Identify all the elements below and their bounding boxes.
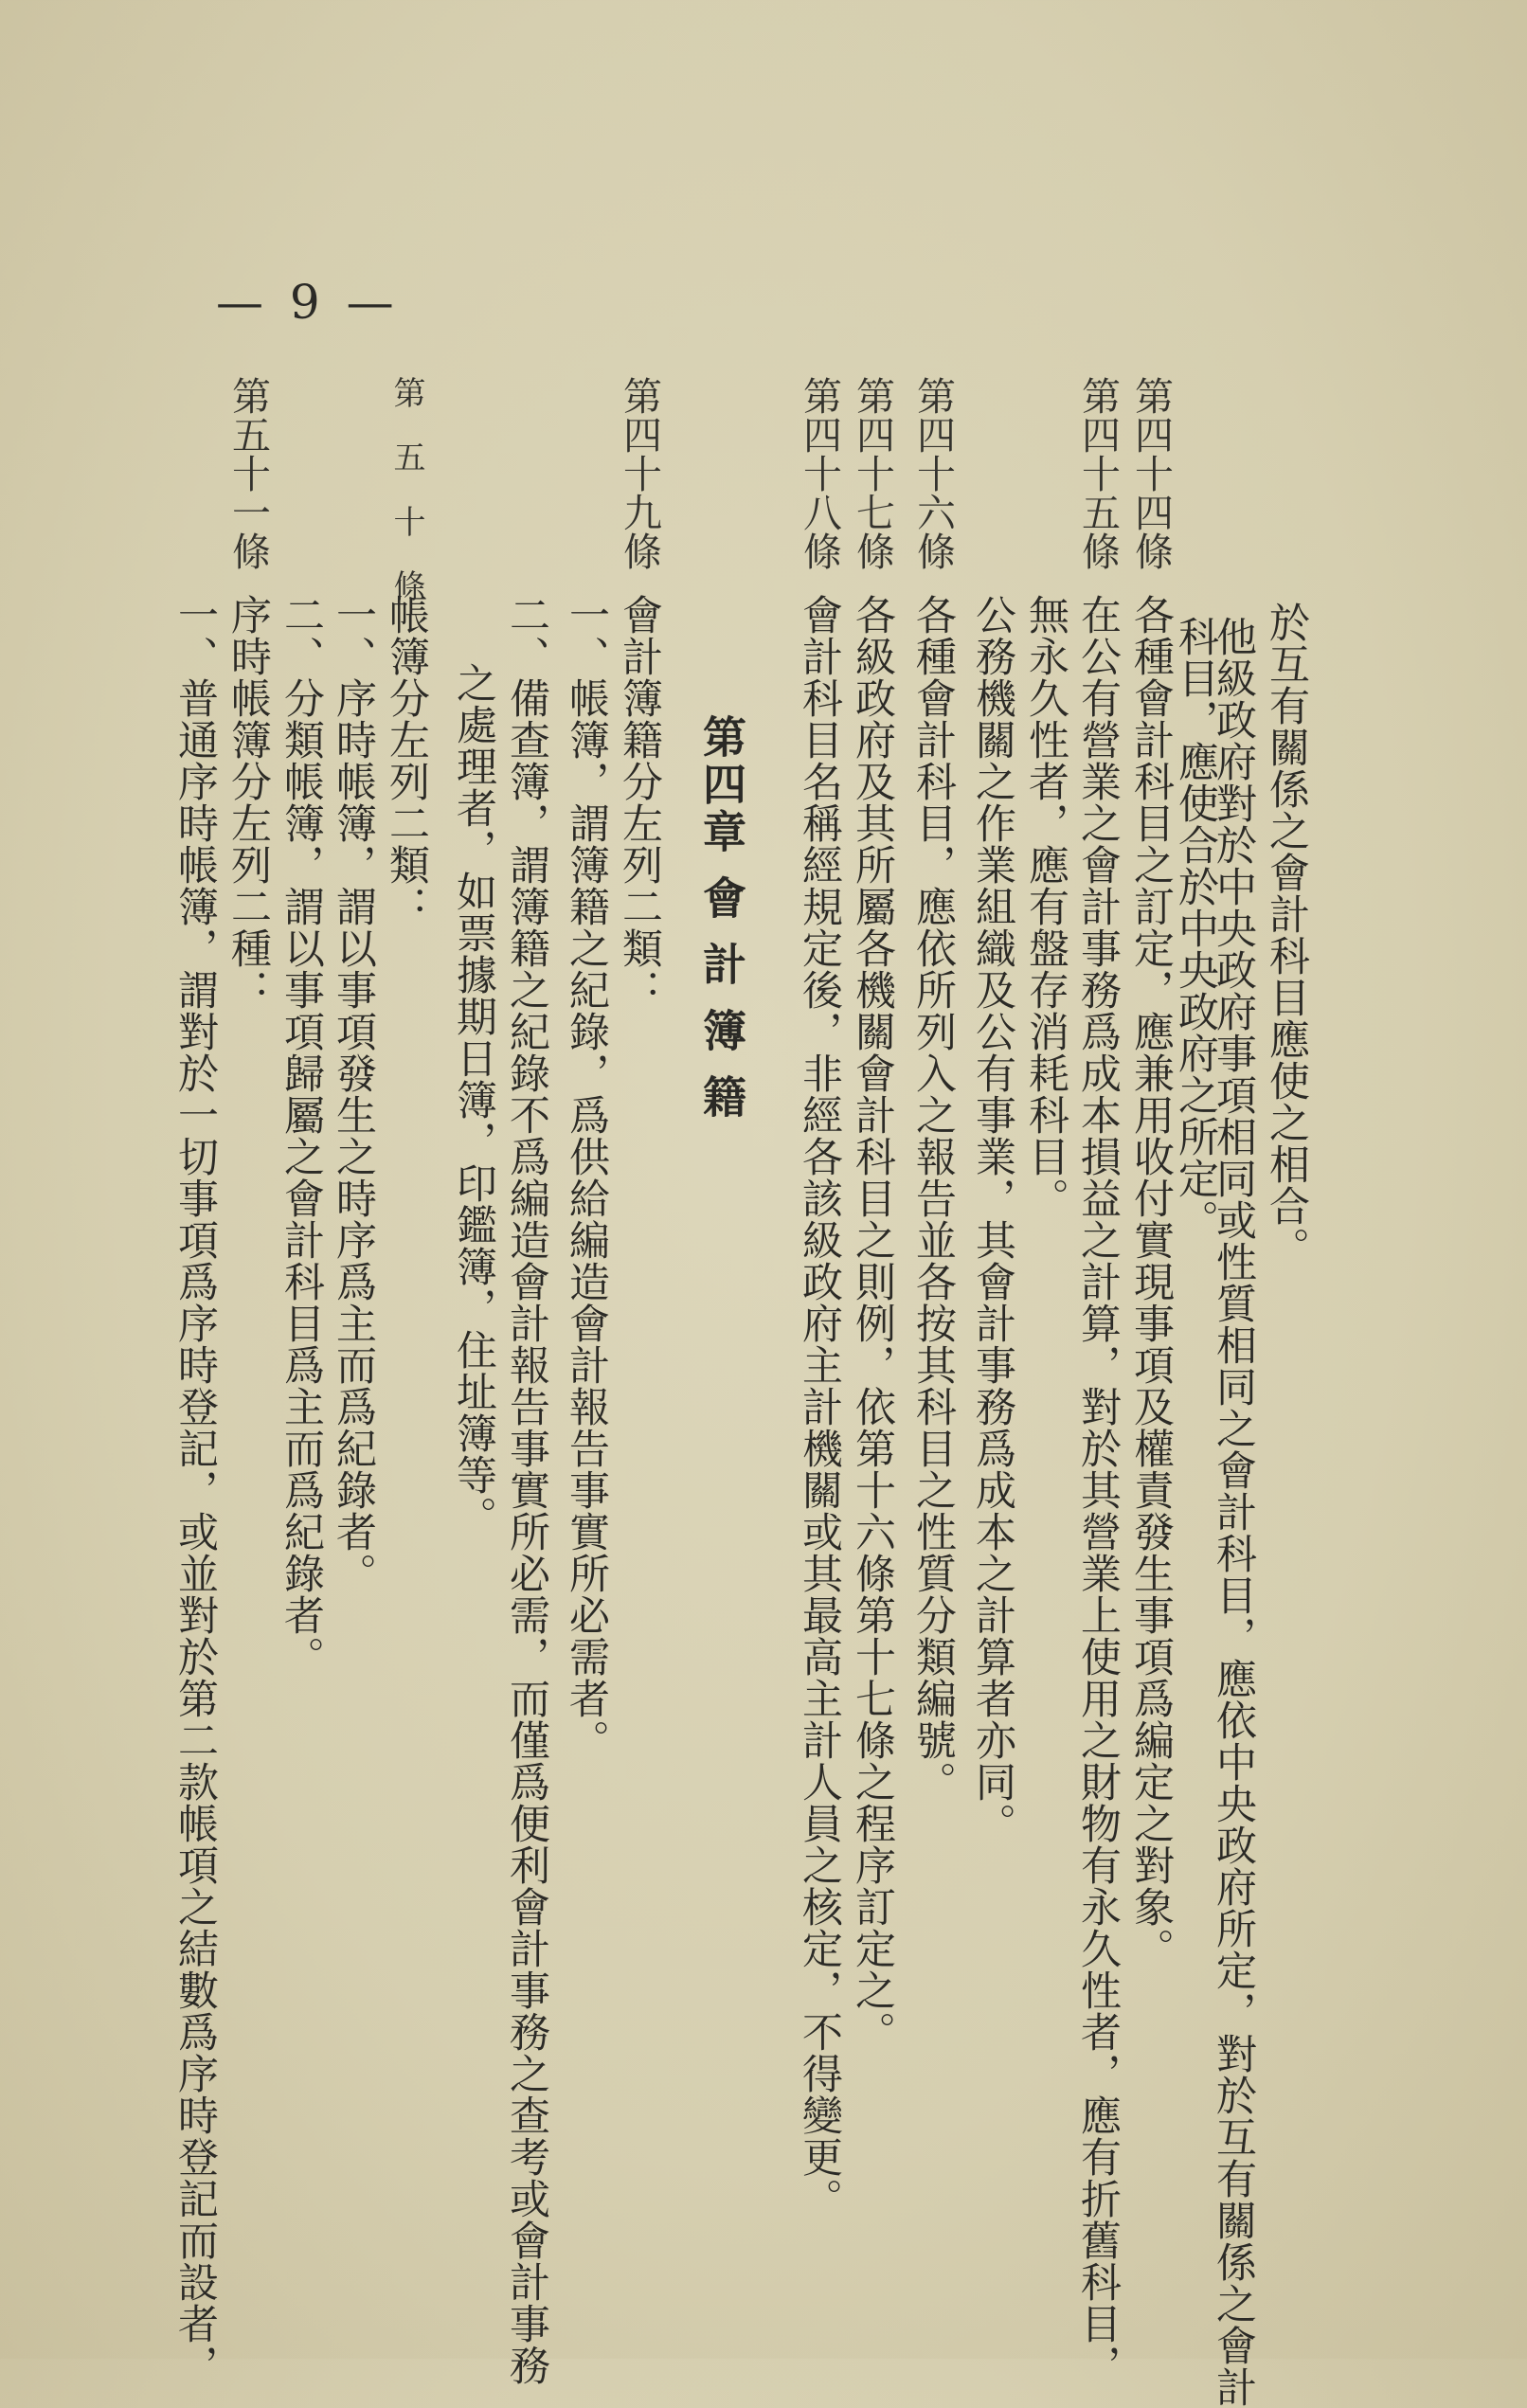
article-label: 第四十八條: [797, 376, 842, 570]
text-column: 科目，應使合於中央政府之所定。: [1172, 616, 1219, 1241]
list-item: 二、分類帳簿，謂以事項歸屬之會計科目爲主而爲紀錄者。: [278, 594, 325, 1678]
list-item: 一、序時帳簿，謂以事項發生之時序爲主而爲紀錄者。: [330, 594, 377, 1594]
article-label: 第五十一條: [225, 376, 271, 570]
text-column: 公務機關之作業組織及公有事業，其會計事務爲成本之計算者亦同。: [969, 594, 1016, 1844]
page-number: — 9 —: [216, 275, 400, 330]
list-item: 一、普通序時帳簿，謂對於一切事項爲序時登記，或並對於第二款帳項之結數爲序時登記而設者，: [171, 594, 219, 2386]
list-item: 一、帳簿，謂簿籍之紀錄，爲供給編造會計報告事實所必需者。: [563, 594, 610, 1761]
article-label: 第四十九條: [617, 376, 662, 570]
article-text: 帳簿分左列二類：: [383, 594, 430, 927]
article-text: 在公有營業之會計事務爲成本損益之計算，對於其營業上使用之財物有永久性者，應有折舊科目，: [1074, 594, 1122, 2386]
text-column: 他級政府對於中央政府事項相同或性質相同之會計科目，應依中央政府所定，對於互有關係之會計: [1210, 616, 1257, 2408]
article-text: 各種會計科目之訂定，應兼用收付實現事項及權責發生事項爲編定之對象。: [1127, 594, 1175, 1969]
article-label: 第四十四條: [1128, 376, 1174, 570]
chapter-heading: 第四章 會 計 簿 籍: [696, 714, 747, 1123]
article-text: 會計簿籍分左列二類：: [616, 594, 663, 1011]
article-text: 序時帳簿分左列二種：: [225, 594, 272, 1011]
article-label: 第四十六條: [910, 376, 956, 570]
article-text: 各級政府及其所屬各機關會計科目之則例，依第十六條第十七條之程序訂定之。: [849, 594, 896, 2053]
text-column: 之處理者，如票據期日簿，印鑑簿，住址簿等。: [450, 662, 497, 1537]
list-item: 二、備查簿，謂簿籍之紀錄不爲編造會計報告事實所必需，而僅爲便利會計事務之查考或會計事務: [503, 594, 550, 2386]
article-text: 會計科目名稱經規定後，非經各該級政府主計機關或其最高主計人員之核定，不得變更。: [796, 594, 843, 2219]
text-column: 於互有關係之會計科目應使之相合。: [1263, 602, 1310, 1268]
text-column: 無永久性者，應有盤存消耗科目。: [1022, 594, 1069, 1219]
article-text: 各種會計科目，應依所列入之報告並各按其科目之性質分類編號。: [909, 594, 957, 1803]
article-label: 第 五 十 條: [387, 376, 425, 602]
article-label: 第四十五條: [1075, 376, 1121, 570]
article-label: 第四十七條: [850, 376, 895, 570]
